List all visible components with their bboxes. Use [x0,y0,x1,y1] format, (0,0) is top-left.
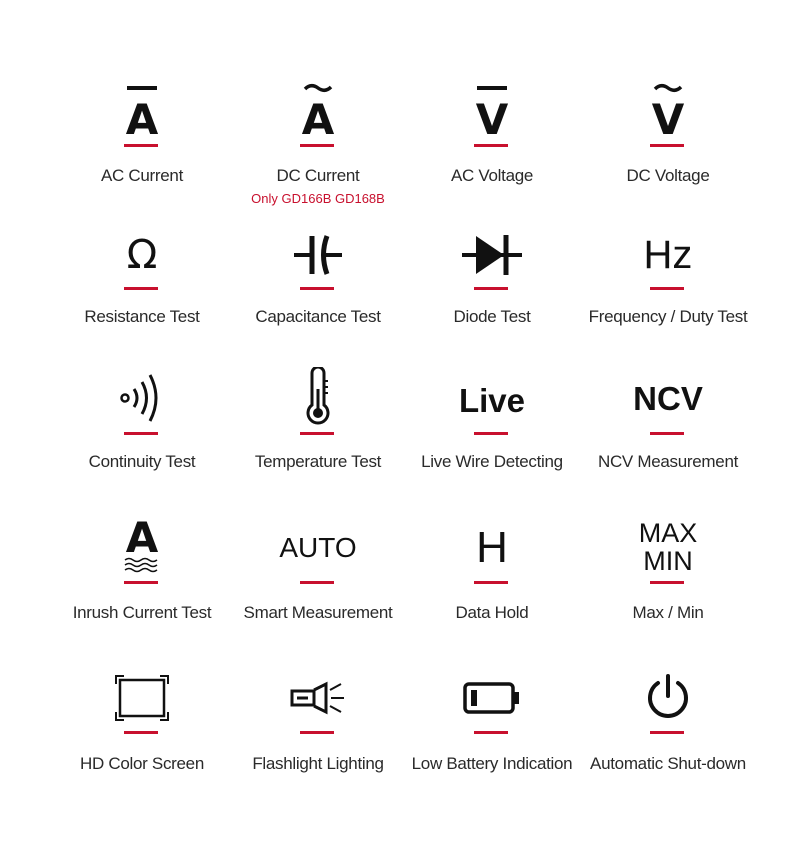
feature-label: Resistance Test [84,307,200,326]
svg-text:A: A [301,95,335,140]
feature-label: AC Current [100,166,184,185]
feature-label: Inrush Current Test [72,603,212,622]
accent-bar [650,287,684,290]
accent-bar [124,144,158,147]
accent-bar [124,432,158,435]
feature-label: NCV Measurement [597,452,739,471]
diode-icon [402,225,582,285]
svg-text:A: A [125,513,159,562]
auto-icon: AUTO [279,532,357,563]
feature-label: Automatic Shut-down [590,754,746,773]
accent-bar [300,287,334,290]
svg-text:A: A [125,95,159,140]
accent-bar [474,731,508,734]
maxmin-icon: MAX MIN [638,518,698,576]
accent-bar [474,144,508,147]
accent-bar [300,432,334,435]
feature-label: Continuity Test [88,452,196,471]
feature-label: Frequency / Duty Test [588,307,748,326]
accent-bar [124,731,158,734]
feature-label: HD Color Screen [80,754,204,773]
hz-icon: Hz [643,233,693,277]
accent-bar [474,287,508,290]
feature-label: Flashlight Lighting [252,754,384,773]
feature-label: Capacitance Test [255,307,381,326]
ncv-icon: NCV [633,379,703,417]
v-tilde-icon [578,80,758,140]
feature-label: AC Voltage [450,166,534,185]
hold-icon: H [476,523,508,572]
omega-icon: Ω [126,232,158,278]
feature-label: Low Battery Indication [411,754,573,773]
accent-bar [124,287,158,290]
screen-icon [52,670,232,726]
accent-bar [474,432,508,435]
feature-label: Smart Measurement [243,603,393,622]
feature-label: DC Current [276,166,360,185]
accent-bar [300,144,334,147]
flashlight-icon [228,670,408,726]
thermometer-icon [228,366,408,428]
feature-label: Temperature Test [254,452,382,471]
svg-text:V: V [475,95,509,140]
feature-label: Data Hold [455,603,529,622]
feature-label: Max / Min [632,603,704,622]
a-tilde-icon [228,80,408,140]
accent-bar [650,731,684,734]
feature-label: DC Voltage [626,166,710,185]
accent-bar [124,581,158,584]
accent-bar [300,581,334,584]
capacitor-icon [228,225,408,285]
model-note: Only GD166B GD168B [251,191,385,206]
battery-icon [402,670,582,726]
svg-text:V: V [651,95,685,140]
v-bar-icon [402,80,582,140]
a-bar-icon [52,80,232,140]
inrush-icon [52,512,232,576]
continuity-icon [52,368,232,428]
accent-bar [474,581,508,584]
accent-bar [300,731,334,734]
accent-bar [650,432,684,435]
feature-label: Live Wire Detecting [421,452,563,471]
feature-label: Diode Test [453,307,531,326]
power-icon [578,668,758,726]
accent-bar [650,581,684,584]
accent-bar [650,144,684,147]
live-icon: Live [458,381,526,419]
